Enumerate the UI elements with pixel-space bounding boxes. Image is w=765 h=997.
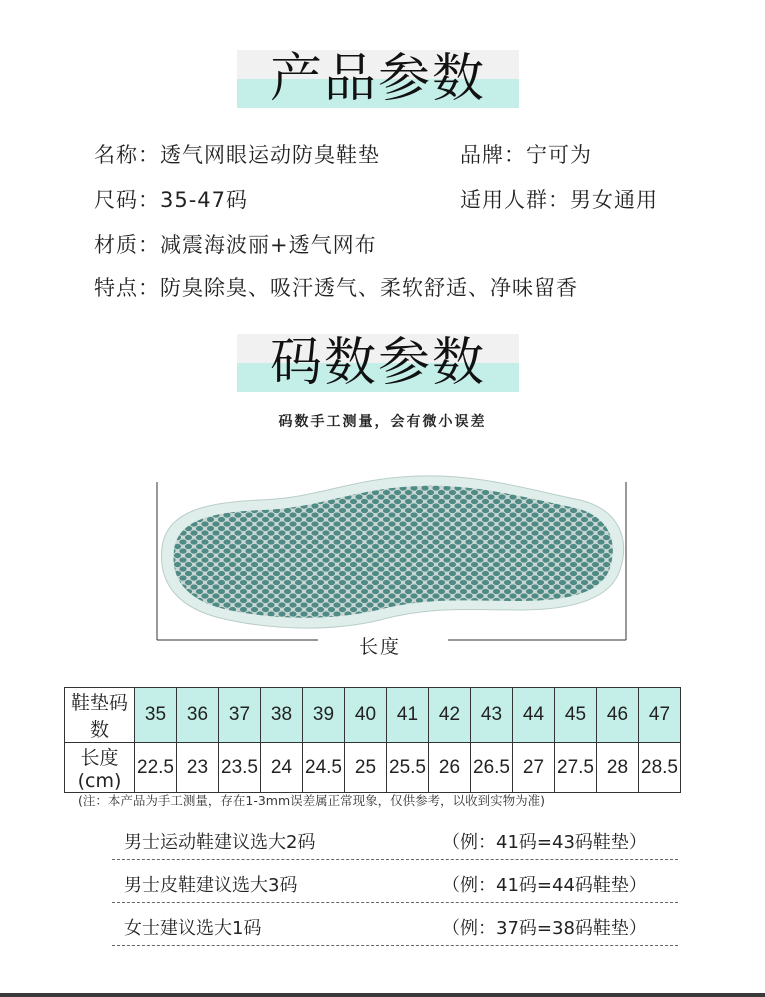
param-label: 尺码：	[94, 188, 160, 212]
size-cell: 37	[219, 688, 261, 743]
advice-example: （例：37码=38码鞋垫）	[442, 918, 647, 939]
size-table	[64, 687, 681, 793]
param-label: 名称：	[94, 143, 160, 167]
length-cell: 22.5	[135, 743, 177, 793]
size-cell: 36	[177, 688, 219, 743]
length-cell: 23.5	[219, 743, 261, 793]
param-label: 品牌：	[460, 143, 526, 167]
size-cell: 41	[387, 688, 429, 743]
advice-text: 男士皮鞋建议选大3码	[124, 875, 298, 896]
size-row	[65, 688, 681, 743]
param-value: 35-47码	[160, 188, 249, 212]
length-cell: 25	[345, 743, 387, 793]
measurement-footnote: (注：本产品为手工测量，存在1-3mm误差属正常现象，仅供参考，以收到实物为准)	[78, 793, 546, 808]
length-cell: 24	[261, 743, 303, 793]
size-cell: 38	[261, 688, 303, 743]
length-cell: 25.5	[387, 743, 429, 793]
advice-example: （例：41码=43码鞋垫）	[442, 832, 647, 853]
param-label: 材质：	[94, 233, 160, 257]
measure-note: 码数手工测量，会有微小误差	[278, 414, 487, 430]
size-cell: 45	[555, 688, 597, 743]
param-value: 透气网眼运动防臭鞋垫	[160, 143, 380, 167]
size-cell: 43	[471, 688, 513, 743]
param-row-features	[94, 274, 578, 302]
length-cell: 28	[597, 743, 639, 793]
size-row-header: 鞋垫码数	[65, 688, 135, 743]
advice-row	[112, 820, 678, 860]
length-cell: 26.5	[471, 743, 513, 793]
advice-row	[112, 906, 678, 946]
param-value: 减震海波丽+透气网布	[160, 233, 377, 257]
param-row-size	[94, 186, 248, 214]
size-cell: 40	[345, 688, 387, 743]
size-cell: 44	[513, 688, 555, 743]
param-row-material	[94, 231, 377, 259]
param-value: 宁可为	[526, 143, 592, 167]
length-cell: 26	[429, 743, 471, 793]
advice-example: （例：41码=44码鞋垫）	[442, 875, 647, 896]
length-label: 长度	[358, 636, 401, 658]
param-row-audience	[460, 186, 658, 214]
length-row	[65, 743, 681, 793]
size-params-title-text: 码数参数	[269, 333, 486, 393]
param-value: 防臭除臭、吸汗透气、柔软舒适、净味留香	[160, 276, 578, 300]
advice-text: 女士建议选大1码	[124, 918, 262, 939]
length-cell: 23	[177, 743, 219, 793]
product-params-title-text: 产品参数	[269, 49, 486, 109]
length-cell: 24.5	[303, 743, 345, 793]
advice-text: 男士运动鞋建议选大2码	[124, 832, 316, 853]
size-cell: 42	[429, 688, 471, 743]
length-cell: 27	[513, 743, 555, 793]
size-cell: 39	[303, 688, 345, 743]
param-label: 特点：	[94, 276, 160, 300]
size-cell: 46	[597, 688, 639, 743]
size-cell: 35	[135, 688, 177, 743]
param-label: 适用人群：	[460, 188, 570, 212]
param-row-brand	[460, 141, 592, 169]
size-cell: 47	[639, 688, 681, 743]
length-cell: 28.5	[639, 743, 681, 793]
param-row-name	[94, 141, 380, 169]
product-params-title	[237, 50, 519, 108]
param-value: 男女通用	[570, 188, 658, 212]
length-row-header: 长度(cm)	[65, 743, 135, 793]
insole-illustration	[150, 470, 635, 655]
length-cell: 27.5	[555, 743, 597, 793]
insole-image	[150, 470, 635, 655]
size-params-title	[237, 334, 519, 392]
advice-row	[112, 863, 678, 903]
bottom-divider	[0, 993, 765, 997]
